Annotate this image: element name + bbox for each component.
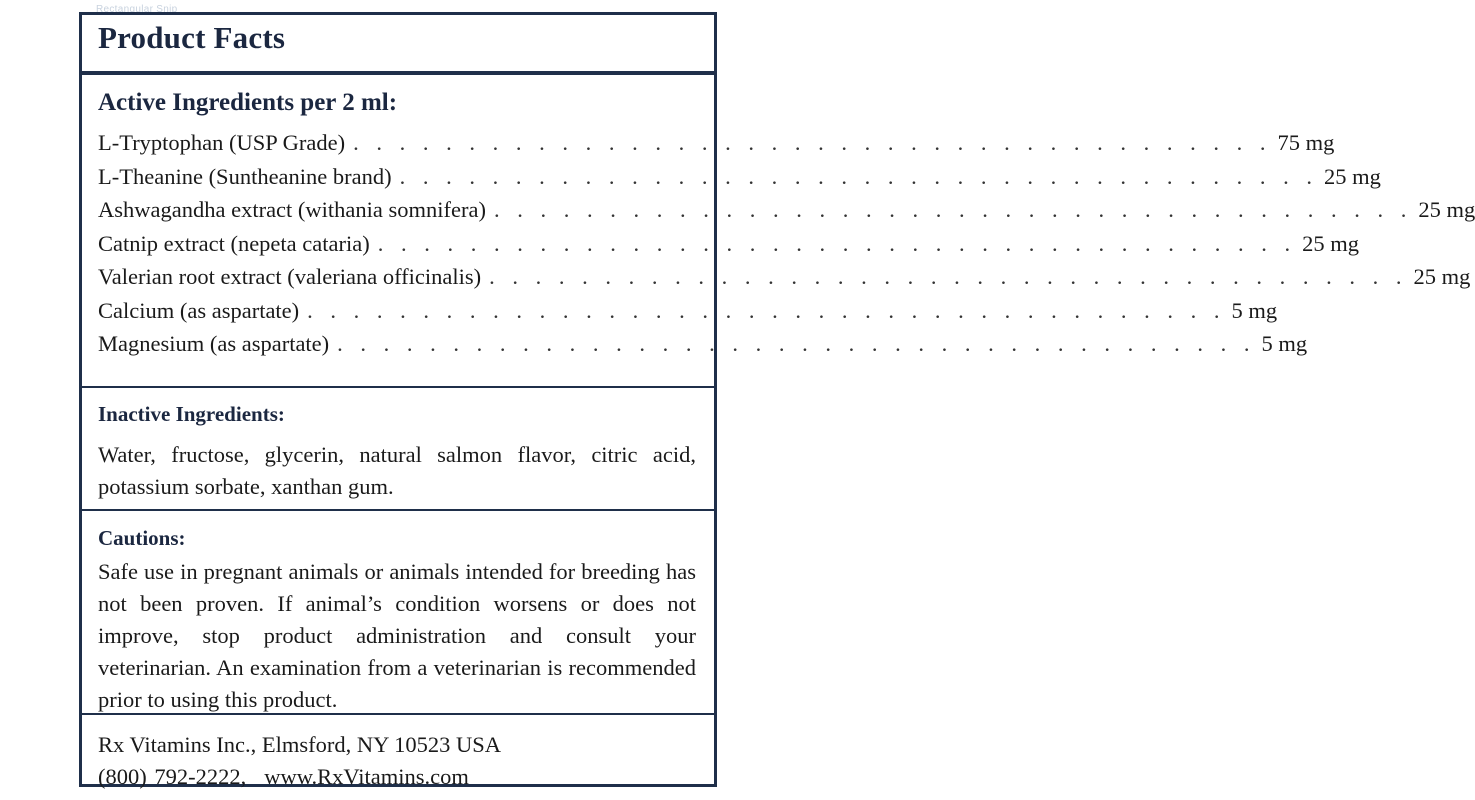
ingredient-name: Ashwagandha extract (withania somnifera) [98,197,486,222]
phone-number: (800) 792-2222, [98,764,247,789]
leader-dots: . . . . . . . . . . . . . . . . . . . . . . . . . . . . . . . . . . . . . . . . [377,230,1297,256]
inactive-ingredients-heading: Inactive Ingredients: [98,402,285,426]
ingredient-name: L-Theanine (Suntheanine brand) [98,163,392,189]
product-facts-panel [79,12,1475,789]
contact-line [98,761,469,793]
cautions-heading: Cautions: [98,526,186,550]
leader-dots: . . . . . . . . . . . . . . . . . . . . . . . . . . . . . . . . . . . . . . . . [337,331,1256,356]
ingredient-name: Valerian root extract (valeriana officinalis) [98,264,482,289]
leader-dots: . . . . . . . . . . . . . . . . . . . . . . . . . . . . . . . . . . . . . . . . [353,130,1272,155]
inactive-ingredients-text: Water, fructose, glycerin, natural salmon flavor, citric acid, potassium sorbate, xanthan gum. [98,442,696,499]
title-divider [82,71,714,75]
ingredient-amount: 25 mg [1413,264,1471,289]
ingredient-list [98,130,1475,365]
leader-dots: . . . . . . . . . . . . . . . . . . . . . . . . . . . . . . . . . . . . . . . . [399,163,1319,189]
ingredient-amount: 25 mg [1418,197,1475,222]
ingredient-row [98,264,1471,298]
leader-dots: . . . . . . . . . . . . . . . . . . . . . . . . . . . . . . . . . . . . . . . . [493,197,1413,222]
active-ingredients-heading: Active Ingredients per 2 ml: [98,89,398,116]
ingredient-amount: 25 mg [1302,230,1359,256]
company-address: Rx Vitamins Inc., Elmsford, NY 10523 USA [98,732,502,757]
leader-dots: . . . . . . . . . . . . . . . . . . . . . . . . . . . . . . . . . . . . . . . . [307,297,1226,323]
ingredient-name: Calcium (as aspartate) [98,297,300,323]
ingredient-row [98,197,1475,231]
ingredient-row [98,297,1278,332]
ingredient-row [98,230,1359,265]
ingredient-row [98,331,1308,365]
ingredient-name: Magnesium (as aspartate) [98,331,330,356]
leader-dots: . . . . . . . . . . . . . . . . . . . . . . . . . . . . . . . . . . . . . . . . [489,264,1408,289]
ingredient-amount: 25 mg [1324,163,1381,189]
website-link[interactable]: www.RxVitamins.com [264,764,469,789]
watermark-text: Rectangular Snip [96,4,178,15]
section-divider [82,713,714,715]
section-divider [82,509,714,511]
cautions-text: Safe use in pregnant animals or animals intended for breeding has not been proven. If animal’s condition worsens or does not improve, stop product administration and consult your veterinarian. An examination from a veterinarian is recommended prior to using this product. [98,559,696,712]
ingredient-amount: 75 mg [1277,130,1335,155]
section-divider [82,386,714,388]
ingredient-amount: 5 mg [1261,331,1308,356]
ingredient-row [98,163,1381,198]
panel-title: Product Facts [98,20,286,55]
ingredient-row [98,130,1335,164]
ingredient-amount: 5 mg [1231,297,1278,323]
ingredient-name: L-Tryptophan (USP Grade) [98,130,346,155]
ingredient-name: Catnip extract (nepeta cataria) [98,230,370,256]
